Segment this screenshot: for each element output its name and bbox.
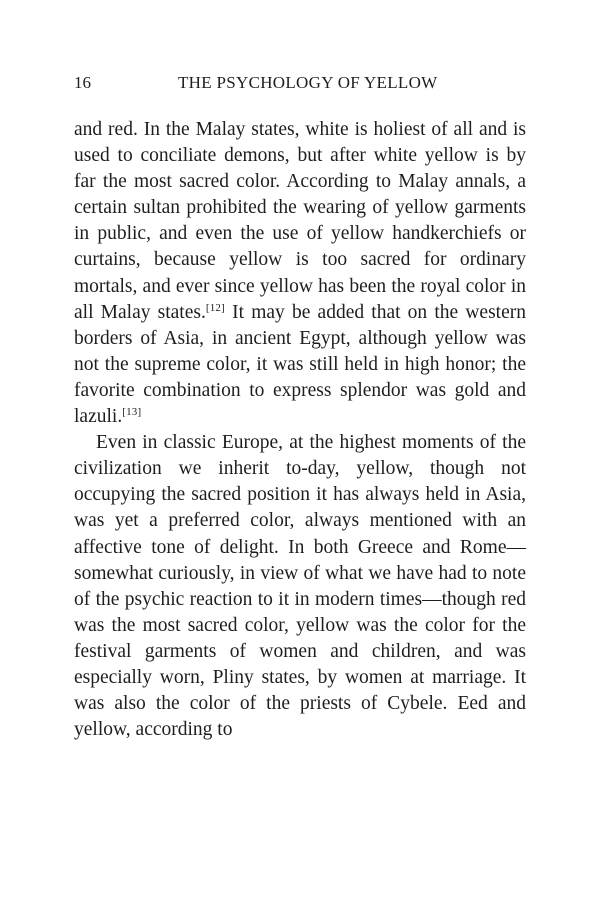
paragraph-1-text-b: It may be added that on the western borders of Asia, in ancient Egypt, although yellow was not the supreme color, it was still held in high honor; the favorite combination to express splendor was gold and lazuli. [74, 301, 526, 428]
footnote-ref-12[interactable]: [12] [205, 301, 225, 314]
paragraph-1-text-a: and red. In the Malay states, white is holiest of all and is used to conciliate demons, but after white yellow is by far the most sacred color. According to Malay annals, a certain sultan prohibited the wearing of yellow garments in public, and even the use of yellow handkerchiefs or curtains, because yellow is too sacred for ordinary mortals, and ever since yellow has been the royal color in all Malay states. [74, 119, 526, 323]
running-title: THE PSYCHOLOGY OF YELLOW [178, 73, 438, 92]
body-text [74, 117, 526, 743]
page-number: 16 [74, 73, 91, 92]
paragraph-2: Even in classic Europe, at the highest moments of the civilization we inherit to-day, yellow, though not occupying the sacred position it has always held in Asia, was yet a preferred color, always mentioned with an affective tone of delight. In both Greece and Rome—somewhat curiously, in view of what we have had to note of the psychic reaction to it in modern times—though red was the most sacred color, yellow was the color for the festival garments of women and children, and was especially worn, Pliny states, by women at marriage. It was also the color of the priests of Cybele. Eed and yellow, according to [74, 432, 526, 741]
paragraph-1 [74, 117, 526, 430]
footnote-ref-13[interactable]: [13] [122, 406, 142, 419]
running-head [74, 71, 526, 95]
